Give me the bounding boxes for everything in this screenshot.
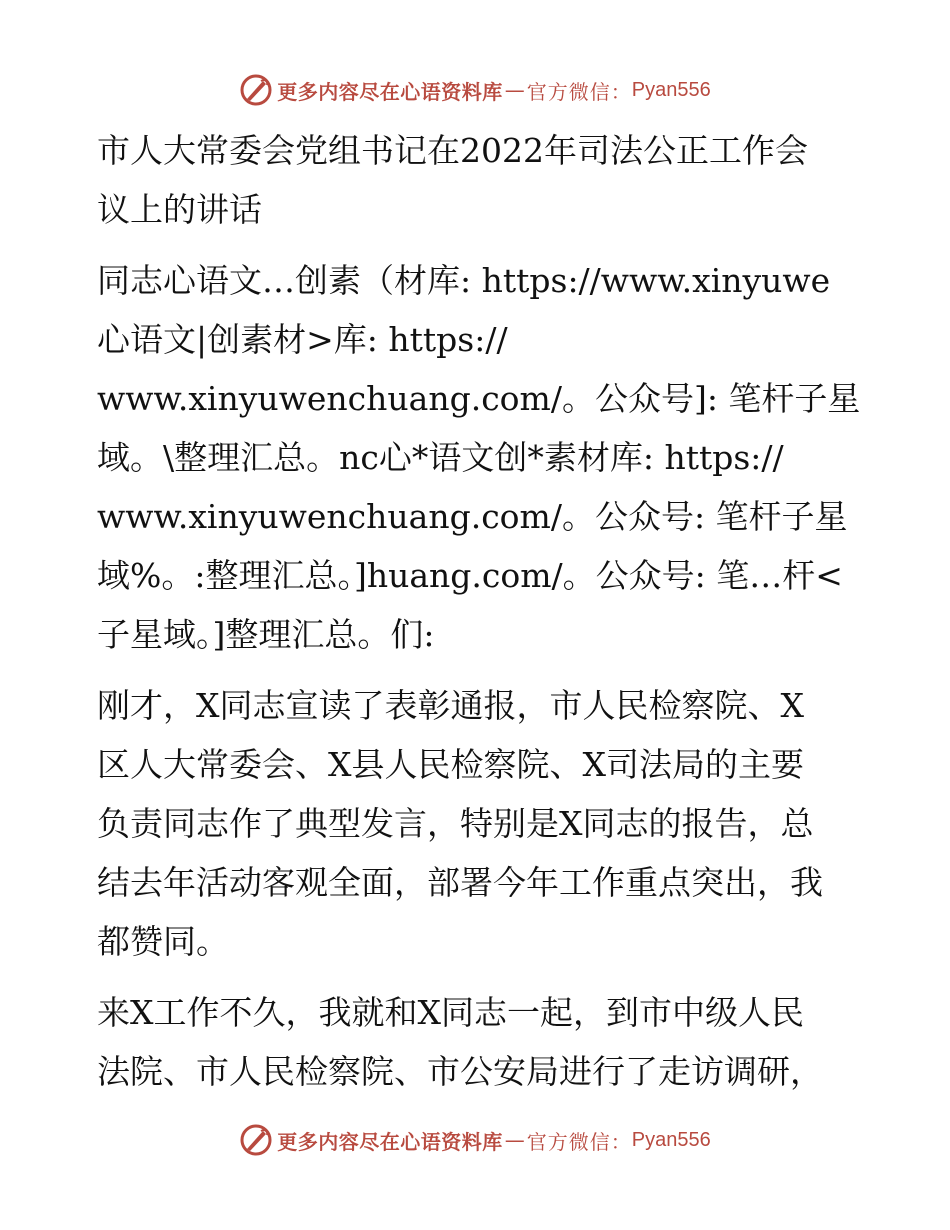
quill-pen-circle-icon — [239, 73, 273, 107]
text-line: 心语文|创素材>库: https:// — [97, 320, 508, 359]
paragraph-3 — [97, 983, 857, 1101]
text-line: 来X工作不久，我就和X同志一起，到市中级人民 — [97, 993, 804, 1032]
banner-wechat-id: Pyan556 — [631, 78, 711, 101]
quill-pen-circle-icon — [239, 1123, 273, 1157]
paragraph-2 — [97, 676, 857, 971]
document-title — [97, 121, 857, 239]
text-line: 同志心语文…创素（材库: https://www.xinyuwe — [97, 261, 831, 300]
banner-main-text: 更多内容尽在心语资料库 — [277, 79, 503, 104]
document-body — [97, 121, 861, 1113]
banner-main-text: 更多内容尽在心语资料库 — [277, 1129, 503, 1154]
text-line: 区人大常委会、X县人民检察院、X司法局的主要 — [97, 745, 804, 784]
banner-separator: — — [504, 78, 525, 102]
text-line: 域%。:整理汇总。]huang.com/。公众号: 笔…杆< — [97, 556, 843, 595]
text-line: 都赞同。 — [97, 922, 229, 961]
banner-wechat-label: 官方微信： — [526, 79, 632, 104]
header-banner — [0, 70, 950, 110]
banner-wechat-id: Pyan556 — [631, 1128, 711, 1151]
text-line: 子星域。]整理汇总。们: — [97, 615, 435, 654]
paragraph-1 — [97, 251, 861, 664]
text-line: www.xinyuwenchuang.com/。公众号: 笔杆子星 — [97, 497, 848, 536]
text-line: 域。\整理汇总。nc心*语文创*素材库: https:// — [97, 438, 784, 477]
text-line: www.xinyuwenchuang.com/。公众号]: 笔杆子星 — [97, 379, 861, 418]
footer-banner — [0, 1120, 950, 1160]
banner-separator: — — [504, 1128, 525, 1152]
banner-wechat-label: 官方微信： — [526, 1129, 632, 1154]
text-line: 法院、市人民检察院、市公安局进行了走访调研， — [97, 1052, 823, 1091]
title-line: 议上的讲话 — [97, 190, 262, 229]
text-line: 负责同志作了典型发言，特别是X同志的报告，总 — [97, 804, 814, 843]
text-line: 刚才，X同志宣读了表彰通报，市人民检察院、X — [97, 686, 804, 725]
text-line: 结去年活动客观全面，部署今年工作重点突出，我 — [97, 863, 823, 902]
title-line: 市人大常委会党组书记在2022年司法公正工作会 — [97, 131, 808, 170]
